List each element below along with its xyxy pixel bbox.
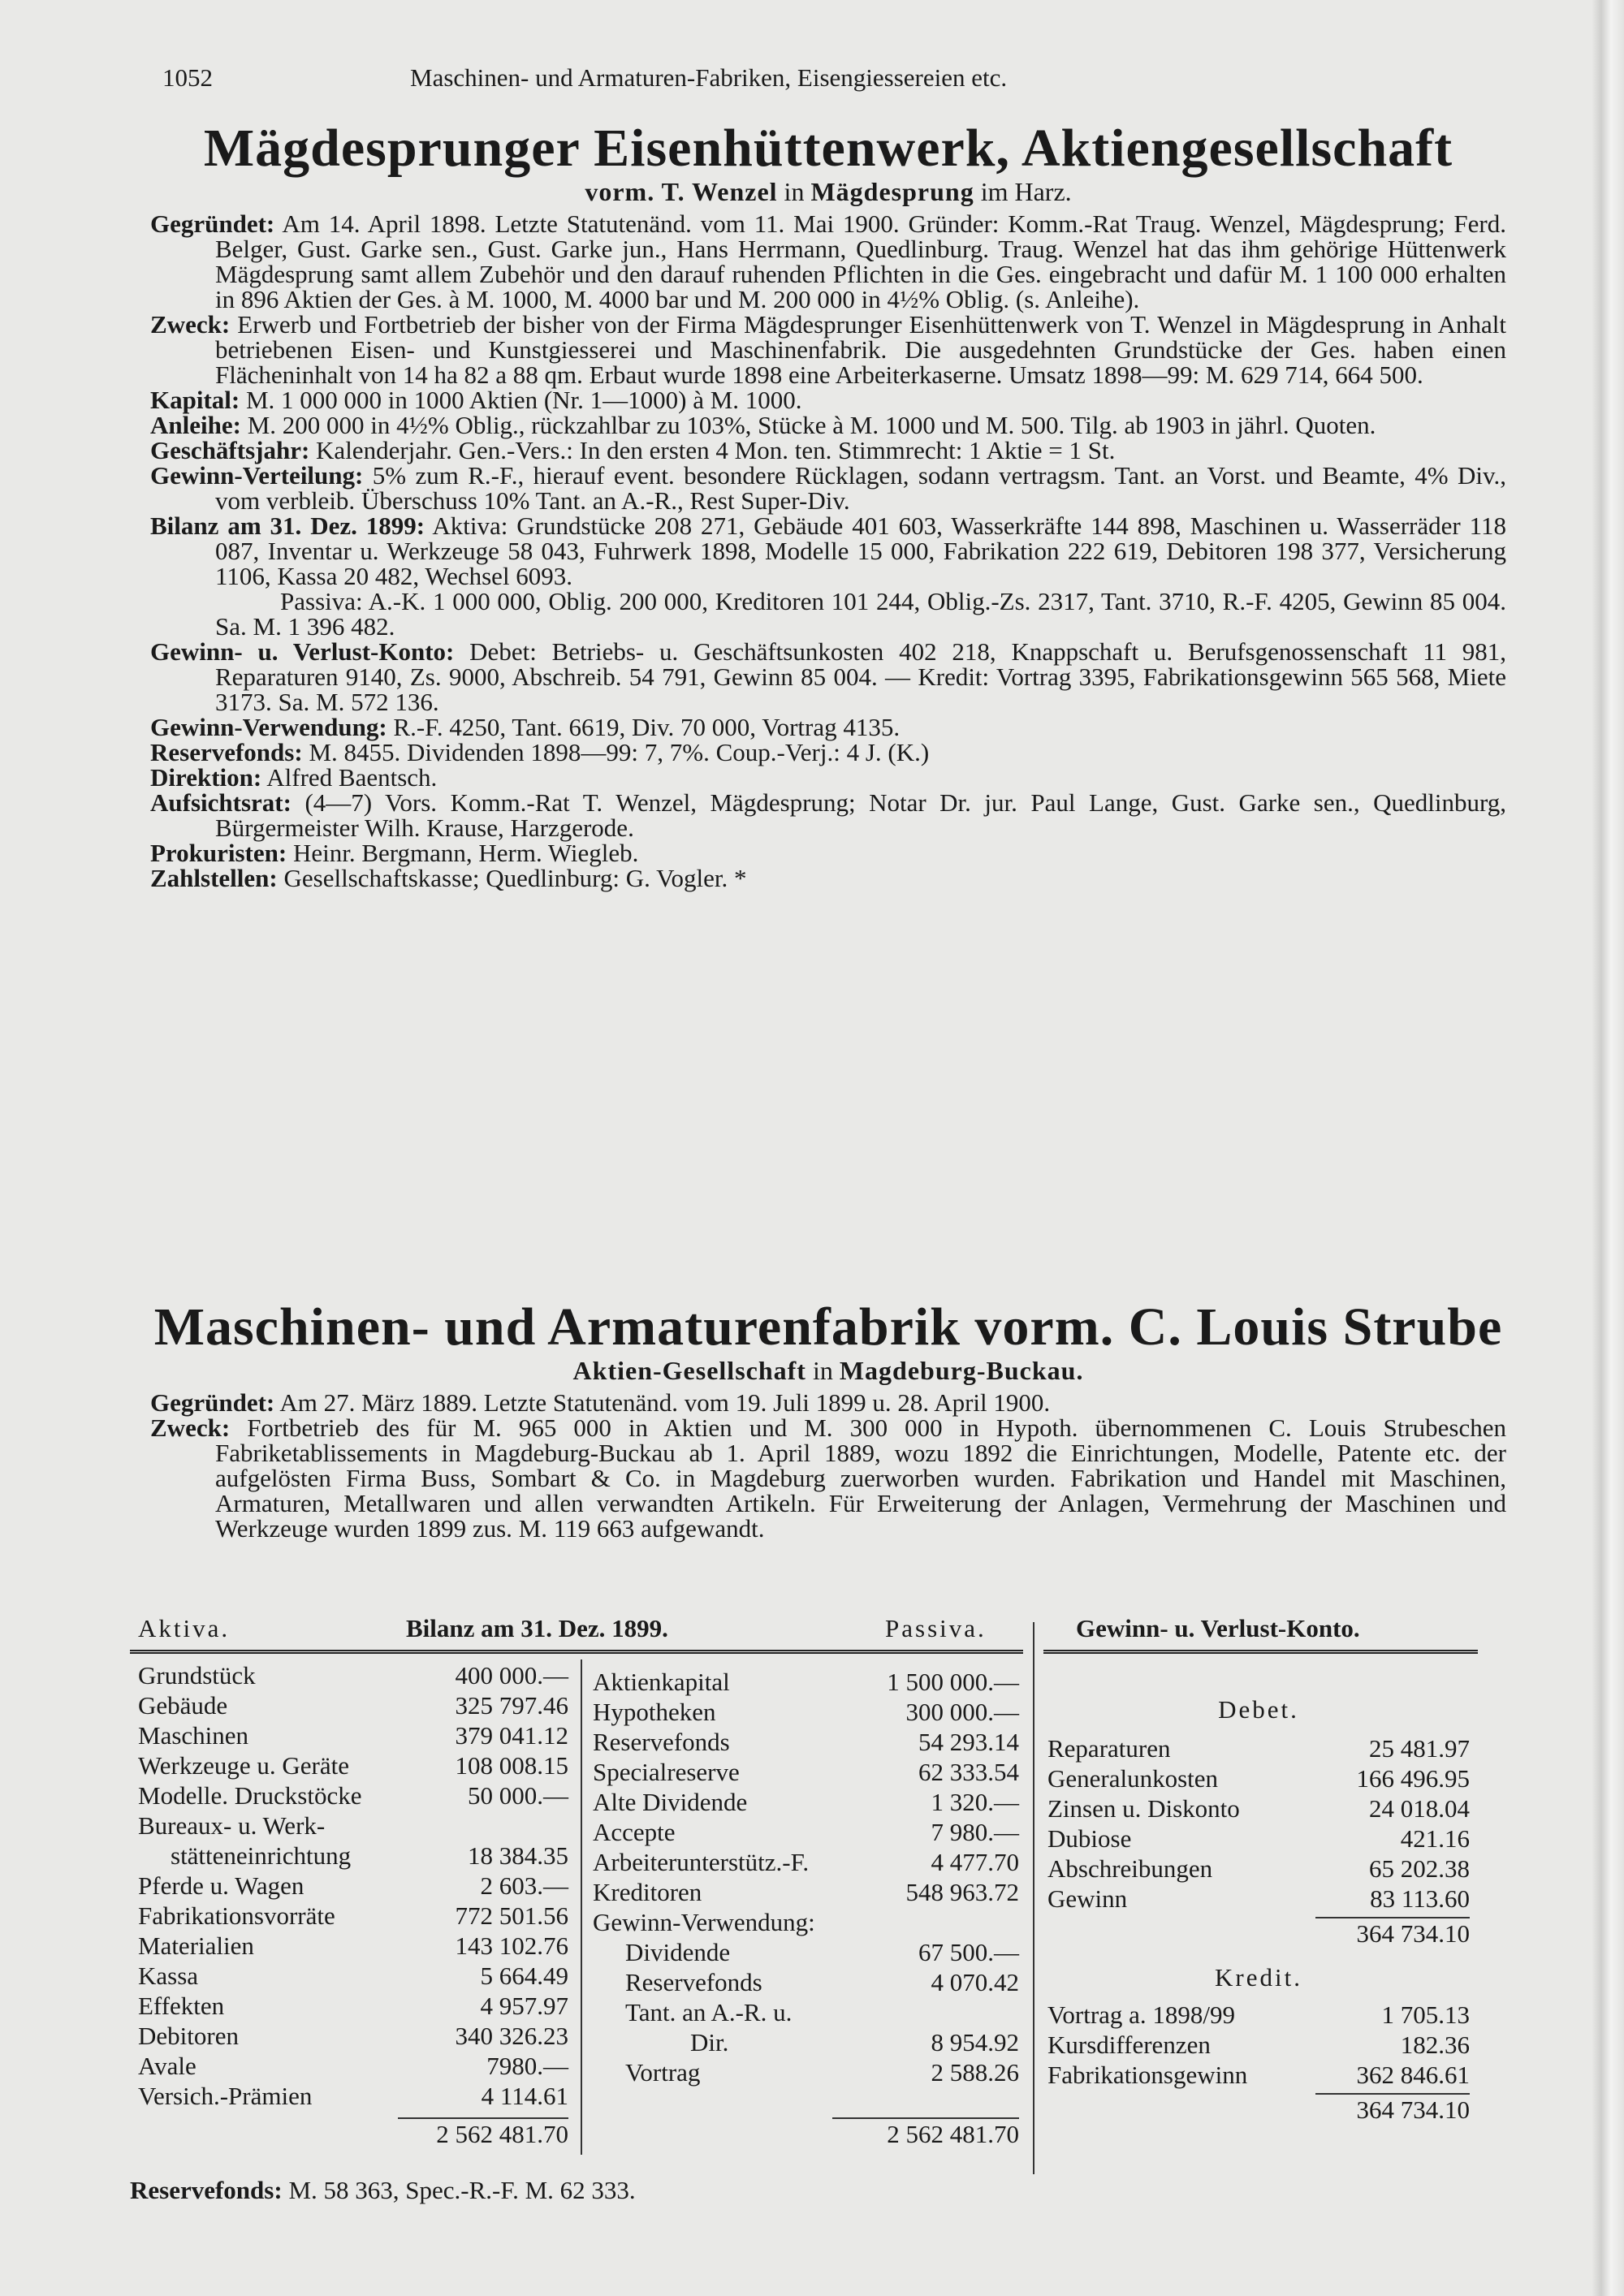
table-row: [593, 1848, 1019, 1878]
total-value: 2 562 481.70: [436, 2120, 568, 2148]
row-value: 300 000.—: [905, 1698, 1019, 1726]
table-row: [593, 1908, 1019, 1938]
total-row: [1047, 1919, 1470, 1949]
row-value: 4 957.97: [480, 1992, 568, 2020]
row-label: Alte Dividende: [593, 1788, 748, 1816]
company-1-section: [150, 120, 1506, 891]
row-label: Gebäude: [138, 1691, 228, 1720]
kredit-label: Kredit.: [1215, 1963, 1302, 1992]
paragraph-label: Gewinn-Verwendung:: [150, 712, 387, 741]
company1-paragraph: [150, 762, 1506, 792]
company-2-sub-in: in: [812, 1356, 833, 1386]
row-label: Fabrikationsvorräte: [138, 1901, 335, 1930]
paragraph-text: M. 200 000 in 4½% Oblig., rückzahlbar zu 103%, Stücke à M. 1000 und M. 500. Tilg. ab 1903 in jährl. Quoten.: [247, 410, 1376, 439]
table-row: [138, 1841, 568, 1871]
paragraph-label: Zahlstellen:: [150, 863, 278, 892]
row-value: 1 705.13: [1381, 2000, 1470, 2029]
company-1-sub-c: im Harz.: [980, 177, 1072, 207]
row-value: 4 114.61: [481, 2082, 568, 2110]
row-label: Werkzeuge u. Geräte: [138, 1751, 349, 1780]
row-value: 548 963.72: [905, 1878, 1019, 1906]
company1-paragraph: [150, 412, 1506, 438]
table-row: [138, 1721, 568, 1751]
company-1-subtitle: [150, 176, 1506, 207]
paragraph-label: Bilanz am 31. Dez. 1899:: [150, 511, 425, 540]
company1-paragraph: [150, 211, 1506, 312]
company1-paragraph: [150, 840, 1506, 865]
table-row: [1047, 2031, 1470, 2061]
paragraph-text: (4—7) Vors. Komm.-Rat T. Wenzel, Mägdesprung; Notar Dr. jur. Paul Lange, Gust. Garke sen., Quedlinburg, Bürgermeister Wilh. Krause, Harzgerode.: [215, 788, 1507, 842]
table-row: [593, 1668, 1019, 1698]
row-value: 5 664.49: [480, 1962, 568, 1990]
row-value: 65 202.38: [1369, 1854, 1470, 1883]
total-value: 364 734.10: [1356, 2095, 1470, 2124]
paragraph-label: Gewinn- u. Verlust-Konto:: [150, 637, 455, 666]
table-row: [138, 1901, 568, 1931]
paragraph-text: Am 14. April 1898. Letzte Statutenänd. vom 11. Mai 1900. Gründer: Komm.-Rat Traug. Wenzel, Mägdesprung; Ferd. Belger, Gust. Garke sen., Gust. Garke jun., Hans Herrmann, Quedlinburg. Traug. Wenzel hat das ihm gehörige Hüttenwerk Mägdesprung samt allem Zubehör und den darauf ruhenden Pflichten in die Ges. eingebracht und dafür M. 1 100 000 erhalten in 896 Aktien der Ges. à M. 1000, M. 4000 bar und M. 200 000 in 4½% Oblig. (s. Anleihe).: [215, 209, 1506, 313]
balance-header-rule: [130, 1650, 1023, 1654]
row-label: Dubiose: [1047, 1824, 1132, 1853]
sum-rule: [832, 2117, 1019, 2119]
row-label: Avale: [138, 2052, 197, 2080]
company-2-title: Maschinen- und Armaturenfabrik vorm. C. Louis Strube: [153, 1297, 1503, 1357]
debet-label: Debet.: [1218, 1695, 1299, 1724]
paragraph-label: Geschäftsjahr:: [150, 435, 310, 464]
company1-paragraph: [150, 586, 1506, 641]
company-2-paragraphs: [150, 1390, 1506, 1541]
total-value: 2 562 481.70: [887, 2120, 1019, 2148]
row-label: Effekten: [138, 1992, 225, 2020]
row-value: 772 501.56: [455, 1901, 568, 1930]
company1-paragraph: [150, 460, 1506, 515]
table-row: [138, 1992, 568, 2022]
paragraph-label: Zweck:: [150, 309, 231, 339]
footer-reservefonds: [130, 2176, 636, 2205]
paragraph-text: Fortbetrieb des für M. 965 000 in Aktien und M. 300 000 in Hypoth. übernommenen C. Louis Strubeschen Fabriketablissements in Magdeburg-Buckau ab 1. April 1889, wozu 1892 die Einrichtungen, Modelle, Patente etc. der aufgelösten Firma Buss, Sombart & Co. in Magdeburg zuerworben wurden. Fabrikation und Handel mit Maschinen, Armaturen, Metallwaren und allen verwandten Artikeln. Für Erweiterung der Anlagen, Vermehrung der Maschinen und Werkzeuge wurden 1899 zus. M. 119 663 aufgewandt.: [215, 1413, 1506, 1543]
row-label: Dir.: [690, 2028, 729, 2056]
row-label: Hypotheken: [593, 1698, 716, 1726]
guv-title: Gewinn- u. Verlust-Konto.: [1076, 1614, 1360, 1642]
table-row: [1047, 1824, 1470, 1854]
row-label: Debitoren: [138, 2022, 239, 2050]
row-label: Reservefonds: [593, 1728, 730, 1756]
row-label: Maschinen: [138, 1721, 249, 1750]
table-row: [593, 1968, 1019, 1998]
row-value: 1 320.—: [931, 1788, 1019, 1816]
table-row: [138, 1962, 568, 1992]
row-label: Vortrag a. 1898/99: [1047, 2000, 1236, 2029]
table-row: [1047, 1854, 1470, 1884]
sum-rule: [1315, 2093, 1470, 2095]
table-row: [593, 1698, 1019, 1728]
row-value: 83 113.60: [1370, 1884, 1470, 1913]
paragraph-text: Aktiva: Grundstücke 208 271, Gebäude 401 603, Wasserkräfte 144 898, Maschinen u. Wasserräder 118 087, Inventar u. Werkzeuge 58 043, Fuhrwerk 1898, Modelle 15 000, Fabrikation 222 619, Debitoren 198 377, Versicherung 1106, Kassa 20 482, Wechsel 6093.: [215, 511, 1506, 590]
paragraph-text: Am 27. März 1889. Letzte Statutenänd. vom 19. Juli 1899 u. 28. April 1900.: [279, 1388, 1051, 1417]
table-row: [138, 1871, 568, 1901]
row-value: 62 333.54: [918, 1758, 1019, 1786]
paragraph-text: Erwerb und Fortbetrieb der bisher von der Firma Mägdesprunger Eisenhüttenwerk von T. Wenzel in Mägdesprung in Anhalt betriebenen Eisen- und Kunstgiesserei und Maschinenfabrik. Die ausgedehnten Grundstücke der Ges. haben einen Flächeninhalt von 14 ha 82 a 88 qm. Erbaut wurde 1898 eine Arbeiterkaserne. Umsatz 1898—99: M. 629 714, 664 500.: [215, 309, 1506, 389]
page-number: 1052: [162, 63, 213, 92]
paragraph-text: Debet: Betriebs- u. Geschäftsunkosten 402 218, Knappschaft u. Berufsgenossenschaft 11 981, Reparaturen 9140, Zs. 9000, Abschreib. 54 791, Gewinn 85 004. — Kredit: Vortrag 3395, Fabrikationsgewinn 565 568, Miete 3173. Sa. M. 572 136.: [215, 637, 1507, 716]
row-label: Grundstück: [138, 1661, 256, 1690]
total-row: [138, 2120, 568, 2150]
row-label: Pferde u. Wagen: [138, 1871, 304, 1900]
table-row: [593, 1728, 1019, 1758]
company-1-paragraphs: [150, 211, 1506, 891]
row-value: 400 000.—: [455, 1661, 568, 1690]
row-value: 2 588.26: [931, 2058, 1019, 2087]
row-value: 182.36: [1400, 2031, 1470, 2059]
aktiva-passiva-divider: [581, 1659, 582, 2155]
company1-paragraph: [150, 737, 1506, 766]
paragraph-text: 5% zum R.-F., hierauf event. besondere Rücklagen, sodann vertragsm. Tant. an Vorst. und Beamte, 4% Div., vom verbleib. Überschuss 10% Tant. an A.-R., Rest Super-Div.: [215, 460, 1506, 515]
table-row: [593, 1938, 1019, 1968]
guv-header-rule: [1043, 1650, 1478, 1654]
company1-paragraph: [150, 387, 1506, 412]
footer-label: Reservefonds:: [130, 2176, 283, 2204]
row-value: 67 500.—: [918, 1938, 1019, 1966]
row-label: Fabrikationsgewinn: [1047, 2061, 1248, 2089]
sum-rule: [1315, 1917, 1470, 1918]
row-value: 18 384.35: [468, 1841, 568, 1870]
total-value: 364 734.10: [1356, 1919, 1470, 1948]
page-header: [0, 63, 1592, 104]
table-row: [593, 1818, 1019, 1848]
table-row: [138, 2082, 568, 2112]
table-row: [1047, 1764, 1470, 1794]
table-row: [138, 2052, 568, 2082]
paragraph-label: Anleihe:: [150, 410, 241, 439]
row-label: Kreditoren: [593, 1878, 702, 1906]
paragraph-label: Aufsichtsrat:: [150, 788, 292, 817]
page-edge: [1592, 0, 1624, 2296]
paragraph-text: M. 1 000 000 in 1000 Aktien (Nr. 1—1000) à M. 1000.: [245, 385, 802, 414]
paragraph-text: Passiva: A.-K. 1 000 000, Oblig. 200 000, Kreditoren 101 244, Oblig.-Zs. 2317, Tant. 3710, R.-F. 4205, Gewinn 85 004. Sa. M. 1 396 482.: [215, 586, 1506, 641]
total-row: [593, 2120, 1019, 2150]
paragraph-label: Gewinn-Verteilung:: [150, 460, 364, 490]
row-value: 108 008.15: [455, 1751, 568, 1780]
company1-paragraph: [150, 790, 1506, 840]
row-label: Vortrag: [625, 2058, 701, 2087]
company1-paragraph: [150, 435, 1506, 464]
company1-paragraph: [150, 865, 1506, 891]
row-label: Reparaturen: [1047, 1734, 1171, 1763]
row-label: Zinsen u. Diskonto: [1047, 1794, 1240, 1823]
row-value: 7 980.—: [931, 1818, 1019, 1846]
balance-title: Bilanz am 31. Dez. 1899.: [406, 1614, 668, 1642]
table-row: [593, 1998, 1019, 2028]
row-value: 25 481.97: [1369, 1734, 1470, 1763]
row-value: 379 041.12: [455, 1721, 568, 1750]
row-label: Reservefonds: [625, 1968, 762, 1996]
table-row: [1047, 1884, 1470, 1914]
row-label: Versich.-Prämien: [138, 2082, 313, 2110]
row-label: Aktienkapital: [593, 1668, 730, 1696]
row-label: Abschreibungen: [1047, 1854, 1213, 1883]
row-label: Generalunkosten: [1047, 1764, 1219, 1793]
row-label: stätteneinrichtung: [171, 1841, 352, 1870]
table-row: [1047, 2061, 1470, 2091]
table-row: [1047, 1794, 1470, 1824]
row-label: Materialien: [138, 1931, 254, 1960]
company2-paragraph: [150, 1415, 1506, 1541]
company-1-title: Mägdesprunger Eisenhüttenwerk, Aktiengesellschaft: [203, 119, 1453, 178]
aktiva-label: Aktiva.: [138, 1614, 231, 1642]
paragraph-text: Alfred Baentsch.: [266, 762, 438, 792]
table-row: [138, 1811, 568, 1841]
paragraph-label: Zweck:: [150, 1413, 231, 1442]
company2-paragraph: [150, 1390, 1506, 1415]
sum-rule: [398, 2117, 568, 2119]
paragraph-text: M. 8455. Dividenden 1898—99: 7, 7%. Coup.-Verj.: 4 J. (K.): [309, 737, 930, 766]
row-value: 50 000.—: [468, 1781, 568, 1810]
table-row: [593, 1788, 1019, 1818]
row-value: 4 477.70: [931, 1848, 1019, 1876]
row-label: Specialreserve: [593, 1758, 740, 1786]
table-row: [593, 2058, 1019, 2088]
row-value: 4 070.42: [931, 1968, 1019, 1996]
table-row: [138, 1931, 568, 1962]
balance-guv-divider: [1033, 1622, 1034, 2174]
row-label: Gewinn: [1047, 1884, 1128, 1913]
row-value: 1 500 000.—: [887, 1668, 1019, 1696]
row-value: 325 797.46: [455, 1691, 568, 1720]
paragraph-label: Gegründet:: [150, 1388, 275, 1417]
paragraph-label: Direktion:: [150, 762, 262, 792]
table-row: [593, 1878, 1019, 1908]
company1-paragraph: [150, 309, 1506, 389]
row-label: Bureaux- u. Werk-: [138, 1811, 326, 1840]
company-2-sub-b: Magdeburg-Buckau.: [839, 1356, 1084, 1386]
total-row: [1047, 2095, 1470, 2126]
row-value: 7980.—: [486, 2052, 568, 2080]
passiva-label: Passiva.: [885, 1614, 987, 1642]
row-label: Modelle. Druckstöcke: [138, 1781, 362, 1810]
table-row: [138, 1751, 568, 1781]
company1-paragraph: [150, 639, 1506, 714]
table-row: [138, 2022, 568, 2052]
paragraph-label: Reservefonds:: [150, 737, 303, 766]
row-value: 362 846.61: [1356, 2061, 1470, 2089]
row-label: Arbeiterunterstütz.-F.: [593, 1848, 810, 1876]
row-value: 2 603.—: [480, 1871, 568, 1900]
paragraph-label: Gegründet:: [150, 209, 275, 238]
table-row: [1047, 2000, 1470, 2031]
table-row: [138, 1691, 568, 1721]
row-value: 54 293.14: [918, 1728, 1019, 1756]
company-2-subtitle: [150, 1355, 1506, 1386]
paragraph-text: Gesellschaftskasse; Quedlinburg: G. Vogler. *: [283, 863, 747, 892]
table-row: [593, 2028, 1019, 2058]
company1-paragraph: [150, 513, 1506, 589]
company-1-sub-a: vorm. T. Wenzel: [585, 177, 778, 207]
row-value: 24 018.04: [1369, 1794, 1470, 1823]
company-1-sub-in: in: [784, 177, 805, 207]
paragraph-label: Kapital:: [150, 385, 240, 414]
row-label: Accepte: [593, 1818, 676, 1846]
paragraph-text: R.-F. 4250, Tant. 6619, Div. 70 000, Vortrag 4135.: [393, 712, 901, 741]
table-row: [593, 1758, 1019, 1788]
table-row: [138, 1781, 568, 1811]
company-1-sub-b: Mägdesprung: [810, 177, 974, 207]
paragraph-text: Heinr. Bergmann, Herm. Wiegleb.: [292, 838, 639, 867]
row-value: 143 102.76: [455, 1931, 568, 1960]
company-2-section: [150, 1299, 1506, 1541]
row-value: 8 954.92: [931, 2028, 1019, 2056]
table-row: [1047, 1734, 1470, 1764]
row-value: 340 326.23: [455, 2022, 568, 2050]
row-label: Dividende: [625, 1938, 731, 1966]
row-label: Gewinn-Verwendung:: [593, 1908, 815, 1936]
footer-text: M. 58 363, Spec.-R.-F. M. 62 333.: [288, 2176, 636, 2204]
row-value: 166 496.95: [1356, 1764, 1470, 1793]
company1-paragraph: [150, 714, 1506, 740]
row-label: Kassa: [138, 1962, 199, 1990]
row-label: Kursdifferenzen: [1047, 2031, 1211, 2059]
paragraph-text: Kalenderjahr. Gen.-Vers.: In den ersten 4 Mon. ten. Stimmrecht: 1 Aktie = 1 St.: [316, 435, 1116, 464]
row-value: 421.16: [1400, 1824, 1470, 1853]
table-row: [138, 1661, 568, 1691]
company-2-sub-a: Aktien-Gesellschaft: [572, 1356, 806, 1386]
row-label: Tant. an A.-R. u.: [625, 1998, 793, 2026]
running-title: Maschinen- und Armaturen-Fabriken, Eisengiessereien etc.: [410, 63, 1008, 92]
paragraph-label: Prokuristen:: [150, 838, 287, 867]
